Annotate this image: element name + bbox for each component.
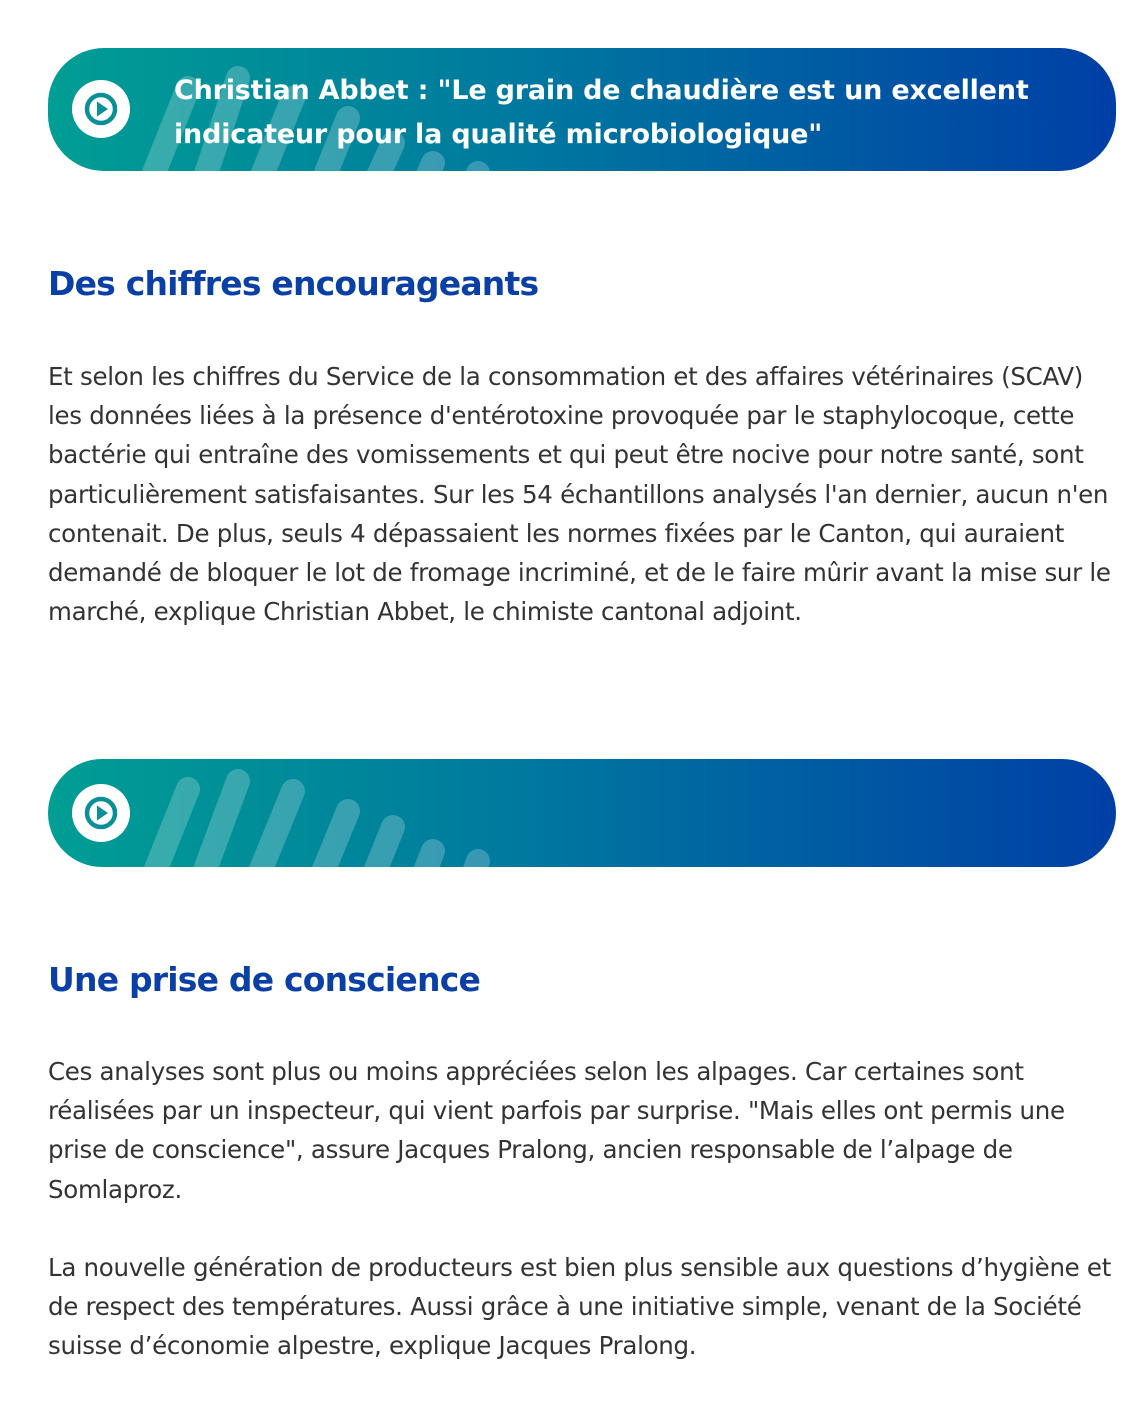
- section-paragraph: Ces analyses sont plus ou moins appréciées selon les alpages. Car certaines sont réalisées par un inspecteur, qui vient parfois par surprise. "Mais elles ont permis une prise de conscience", assure Jacques Pralong, ancien responsable de l’alpage de Somlaproz.: [48, 1057, 1065, 1204]
- play-icon: [72, 80, 130, 138]
- section-paragraph: La nouvelle génération de producteurs est bien plus sensible aux questions d’hygiène et de respect des températures. Aussi grâce à une initiative simple, venant de la Société suisse d’économie alpestre, explique Jacques Pralong.: [48, 1253, 1112, 1361]
- section-heading: Des chiffres encourageants: [48, 264, 539, 303]
- section-paragraph: Et selon les chiffres du Service de la consommation et des affaires vétérinaires (SCAV) les données liées à la présence d'entérotoxine provoquée par le staphylocoque, cette bactérie qui entraîne des vomissements et qui peut être nocive pour notre santé, sont particulièrement satisfaisantes. Sur les 54 échantillons analysés l'an dernier, aucun n'en contenait. De plus, seuls 4 dépassaient les normes fixées par le Canton, qui auraient demandé de bloquer le lot de fromage incriminé, et de le faire mûrir avant la mise sur le marché, explique Christian Abbet, le chimiste cantonal adjoint.: [48, 362, 1111, 627]
- play-button[interactable]: [72, 784, 130, 842]
- play-button[interactable]: [72, 80, 130, 138]
- play-icon: [72, 784, 130, 842]
- audio-player-title: Christian Abbet : "Le grain de chaudière est un excellent indicateur pour la qualité microbiologique": [174, 75, 1029, 150]
- section-heading: Une prise de conscience: [48, 960, 481, 999]
- audio-player-untitled[interactable]: [48, 759, 1116, 867]
- audio-player-abbet[interactable]: [48, 48, 1116, 171]
